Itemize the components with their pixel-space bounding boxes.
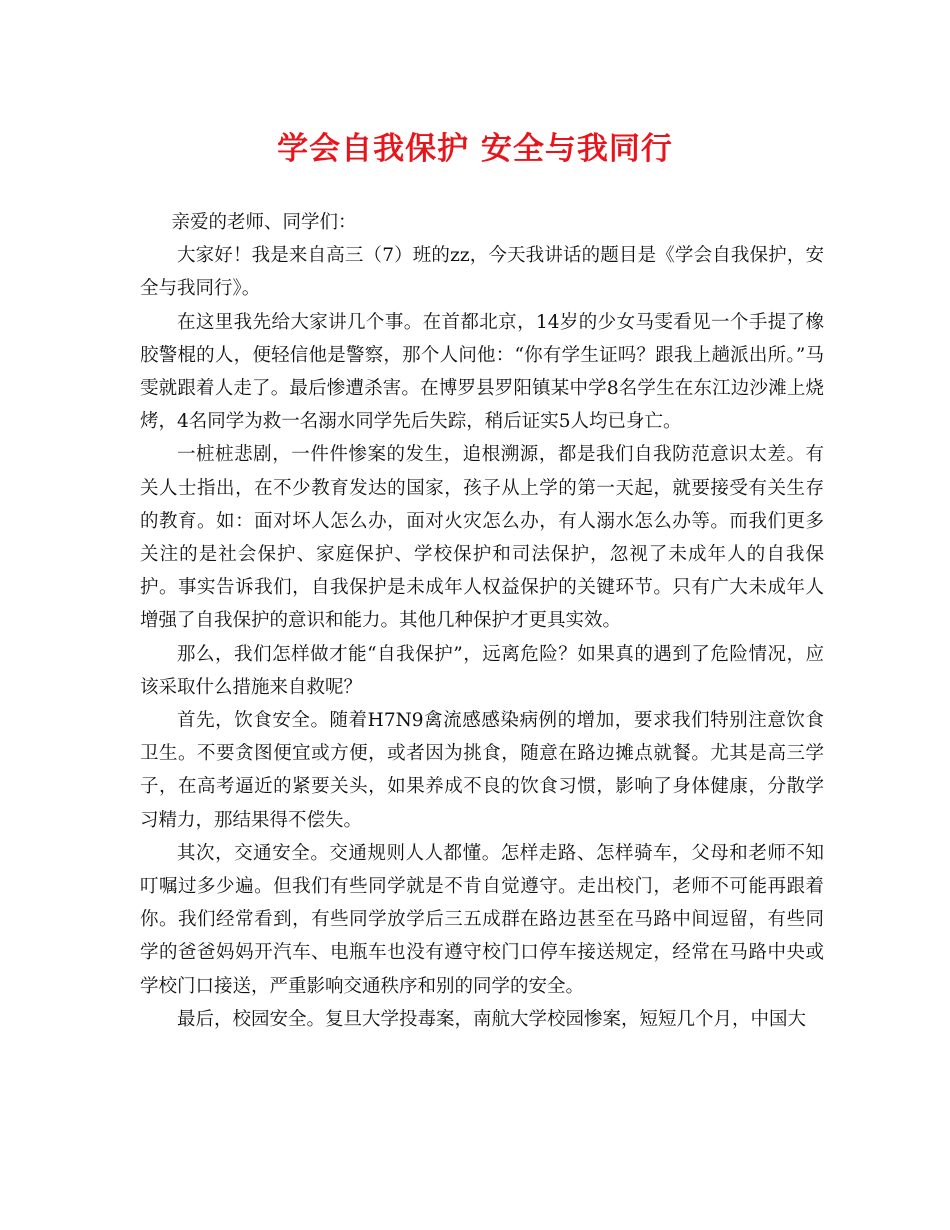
document-title: 学会自我保护 安全与我同行 [277,131,673,167]
document-body [140,206,824,1036]
salutation-paragraph: 亲爱的老师、同学们： [171,212,357,233]
traffic-safety-paragraph: 其次，交通安全。交通规则人人都懂。怎样走路、怎样骑车，父母和老师不知叮嘱过多少遍。但我们有些同学就是不肯自觉遵守。走出校门，老师不可能再跟着你。我们经常看到，有些同学放学后三五成群在路边甚至在马路中间逗留，有些同学的爸爸妈妈开汽车、电瓶车也没有遵守校门口停车接送规定，经常在马路中央或学校门口接送，严重影响交通秩序和别的同学的安全。 [140,842,824,997]
greeting-paragraph: 大家好！我是来自高三（7）班的zz，今天我讲话的题目是《学会自我保护，安全与我同行》。 [140,245,824,300]
question-paragraph: 那么，我们怎样做才能“自我保护”，远离危险？如果真的遇到了危险情况，应该采取什么措施来自救呢？ [140,643,824,698]
analysis-paragraph: 一桩桩悲剧，一件件惨案的发生，追根溯源，都是我们自我防范意识太差。有关人士指出，在不少教育发达的国家，孩子从上学的第一天起，就要接受有关生存的教育。如：面对坏人怎么办，面对火灾怎么办，有人溺水怎么办等。而我们更多关注的是社会保护、家庭保护、学校保护和司法保护，忽视了未成年人的自我保护。事实告诉我们，自我保护是未成年人权益保护的关键环节。只有广大未成年人增强了自我保护的意识和能力。其他几种保护才更具实效。 [140,444,824,632]
food-safety-paragraph: 首先，饮食安全。随着H7N9禽流感感染病例的增加，要求我们特别注意饮食卫生。不要贪图便宜或方便，或者因为挑食，随意在路边摊点就餐。尤其是高三学子，在高考逼近的紧要关头，如果养成不良的饮食习惯，影响了身体健康，分散学习精力，那结果得不偿失。 [140,710,824,831]
story-paragraph: 在这里我先给大家讲几个事。在首都北京，14岁的少女马雯看见一个手提了橡胶警棍的人，便轻信他是警察，那个人问他：“你有学生证吗？跟我上趟派出所。”马雯就跟着人走了。最后惨遭杀害。在博罗县罗阳镇某中学8名学生在东江边沙滩上烧烤，4名同学为救一名溺水同学先后失踪，稍后证实5人均已身亡。 [140,311,824,433]
campus-safety-paragraph: 最后，校园安全。复旦大学投毒案，南航大学校园惨案，短短几个月，中国大 [177,1008,807,1030]
